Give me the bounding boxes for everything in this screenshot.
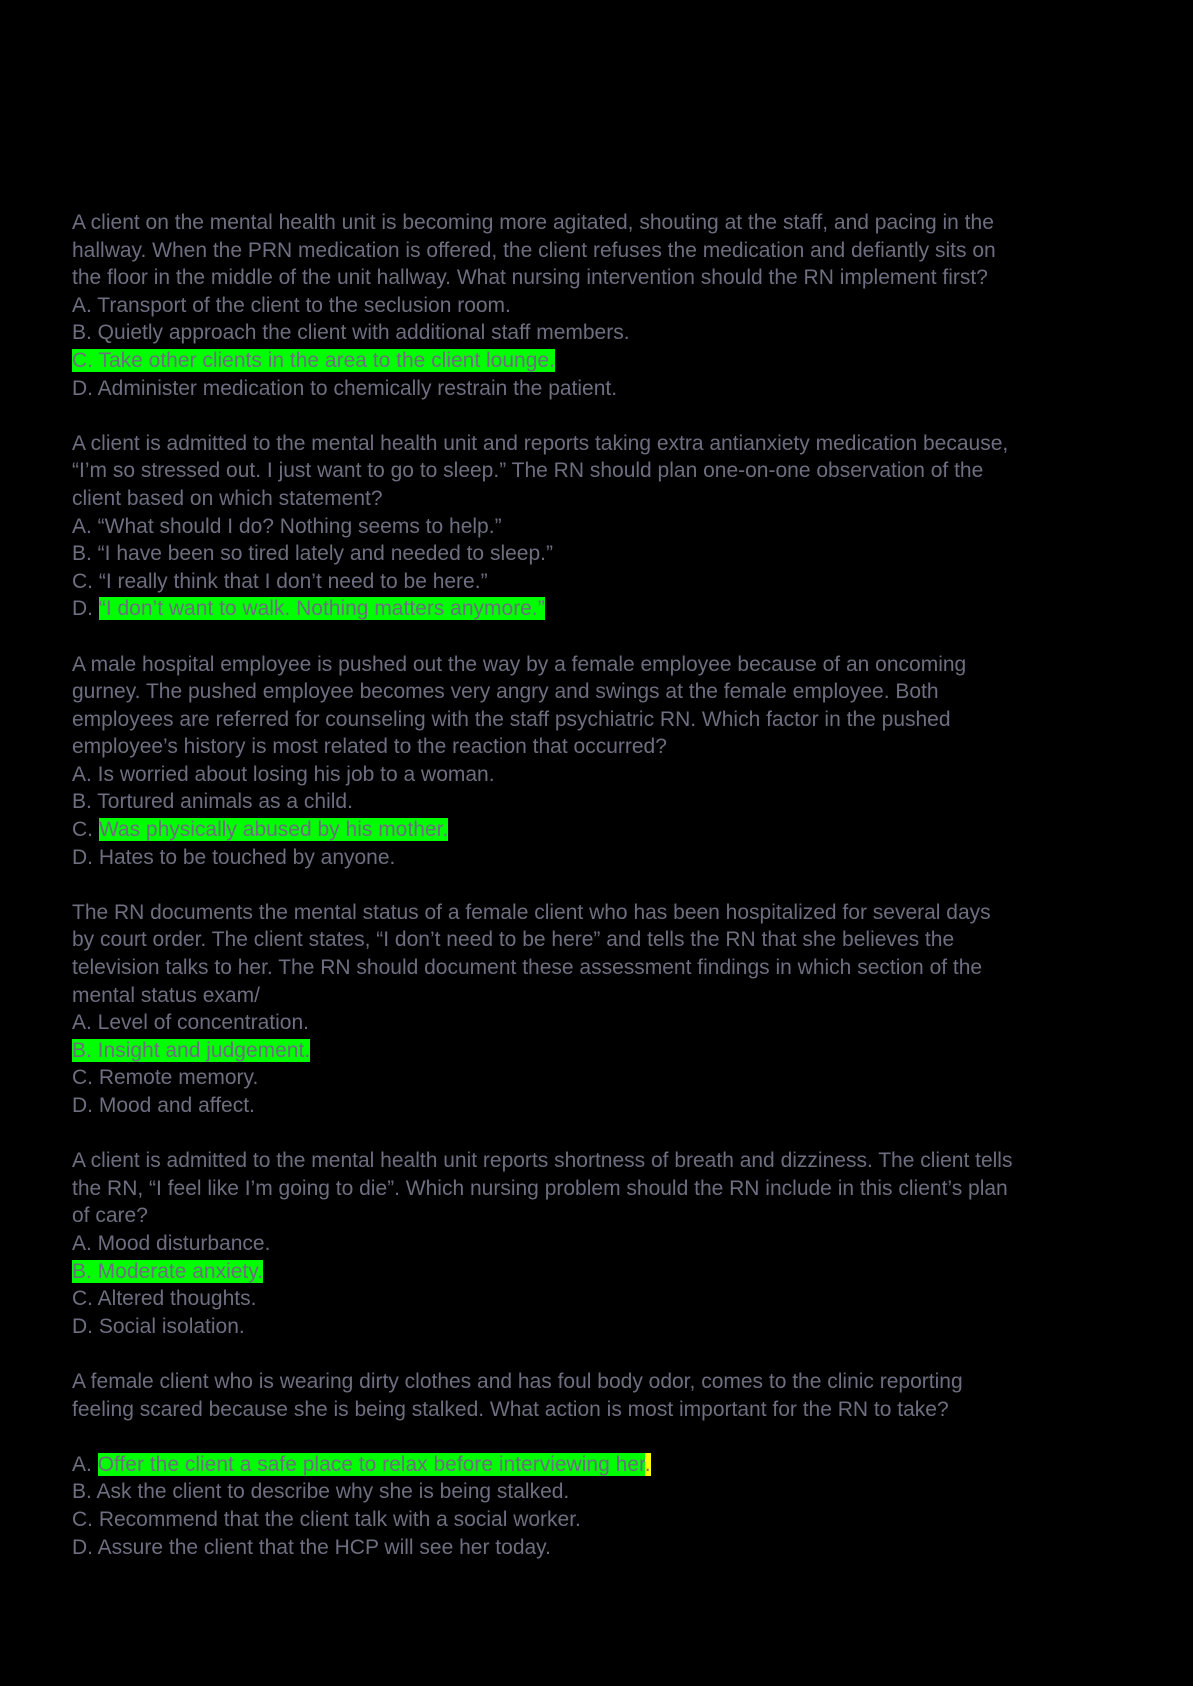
spacer — [72, 871, 1152, 899]
answer-option-c: C. “I really think that I don’t need to be here.” — [72, 569, 488, 593]
question-stem-line: A male hospital employee is pushed out the way by a female employee because of an oncoming — [72, 652, 967, 676]
question-stem-line: gurney. The pushed employee becomes very angry and swings at the female employee. Both — [72, 680, 939, 704]
answer-option-b: B. “I have been so tired lately and needed to sleep.” — [72, 542, 553, 566]
question-stem-line: A client is admitted to the mental health unit and reports taking extra antianxiety medication because, — [72, 431, 1009, 455]
question-stem-line: the RN, “I feel like I’m going to die”. Which nursing problem should the RN include in this client’s plan — [72, 1176, 1008, 1200]
question-stem-line: feeling scared because she is being stalked. What action is most important for the RN to take? — [72, 1397, 949, 1421]
answer-option-b: B. Ask the client to describe why she is being stalked. — [72, 1480, 570, 1504]
answer-option-a: A. Mood disturbance. — [72, 1231, 271, 1255]
question-stem-line: A client on the mental health unit is becoming more agitated, shouting at the staff, and pacing in the — [72, 211, 994, 234]
answer-option-d: D. Assure the client that the HCP will see her today. — [72, 1535, 551, 1559]
question-stem-line: the floor in the middle of the unit hallway. What nursing intervention should the RN implement first? — [72, 266, 988, 290]
answer-option-a: A. Level of concentration. — [72, 1011, 309, 1035]
question-stem-line: A client is admitted to the mental health unit reports shortness of breath and dizziness. The client tells — [72, 1149, 1013, 1173]
question-stem-line: “I’m so stressed out. I just want to go to sleep.” The RN should plan one-on-one observation of the — [72, 459, 984, 483]
question-stem-line: The RN documents the mental status of a female client who has been hospitalized for several days — [72, 900, 991, 924]
option-prefix: C. — [72, 818, 99, 842]
spacer — [72, 402, 1152, 430]
question-stem-line: of care? — [72, 1204, 148, 1228]
highlight-green: C. Take other clients in the area to the client lounge. — [72, 348, 555, 372]
question-3 — [72, 651, 1152, 872]
answer-option-b: B. Tortured animals as a child. — [72, 790, 353, 814]
answer-option-b: B. Quietly approach the client with additional staff members. — [72, 321, 630, 345]
answer-option-b-highlighted — [72, 1037, 1152, 1065]
question-stem-line: employees are referred for counseling with the staff psychiatric RN. Which factor in the pushed — [72, 707, 951, 731]
answer-option-a: A. Transport of the client to the seclusion room. — [72, 293, 511, 317]
question-6 — [72, 1368, 1152, 1561]
spacer — [72, 1340, 1152, 1368]
answer-option-d: D. Mood and affect. — [72, 1094, 255, 1117]
question-stem-line: television talks to her. The RN should document these assessment findings in which section of the — [72, 956, 983, 980]
highlight-green: Was physically abused by his mother. — [98, 818, 449, 842]
answer-option-a: A. Is worried about losing his job to a woman. — [72, 762, 495, 786]
spacer — [72, 1423, 1152, 1451]
option-prefix: D. — [72, 597, 99, 621]
answer-option-c: C. Remote memory. — [72, 1066, 259, 1090]
question-2 — [72, 430, 1152, 623]
answer-option-d: D. Social isolation. — [72, 1314, 245, 1338]
highlight-green: “I don’t want to walk. Nothing matters anymore.” — [98, 597, 545, 621]
question-stem-line: by court order. The client states, “I don’t need to be here” and tells the RN that she believes the — [72, 928, 955, 952]
question-stem-line: employee’s history is most related to the reaction that occurred? — [72, 735, 667, 759]
question-5 — [72, 1147, 1152, 1340]
document-page — [72, 209, 1152, 1561]
question-stem-line: mental status exam/ — [72, 983, 260, 1007]
answer-option-c: C. Altered thoughts. — [72, 1287, 257, 1311]
answer-option-b-highlighted — [72, 1258, 1152, 1286]
highlight-green: Offer the client a safe place to relax before interviewing her — [97, 1452, 645, 1476]
answer-option-d: D. Hates to be touched by anyone. — [72, 845, 396, 869]
answer-option-a: A. “What should I do? Nothing seems to help.” — [72, 514, 502, 538]
answer-option-c-highlighted — [72, 347, 1152, 375]
question-stem-line: A female client who is wearing dirty clothes and has foul body odor, comes to the clinic reporting — [72, 1369, 963, 1393]
answer-option-c: C. Recommend that the client talk with a social worker. — [72, 1507, 581, 1531]
question-stem-line: client based on which statement? — [72, 486, 383, 510]
highlight-green: B. Moderate anxiety. — [72, 1259, 264, 1283]
answer-option-c-highlighted — [72, 816, 1152, 844]
answer-option-d: D. Administer medication to chemically restrain the patient. — [72, 376, 618, 400]
spacer — [72, 623, 1152, 651]
highlight-yellow: . — [644, 1452, 651, 1476]
question-stem-line: hallway. When the PRN medication is offered, the client refuses the medication and defiantly sits on — [72, 238, 996, 262]
answer-option-a-highlighted — [72, 1451, 1152, 1479]
highlight-green: B. Insight and judgement. — [72, 1038, 311, 1062]
spacer — [72, 1120, 1152, 1148]
option-prefix: A. — [72, 1452, 98, 1476]
question-4 — [72, 899, 1152, 1120]
answer-option-d-highlighted — [72, 595, 1152, 623]
question-1 — [72, 209, 1152, 402]
